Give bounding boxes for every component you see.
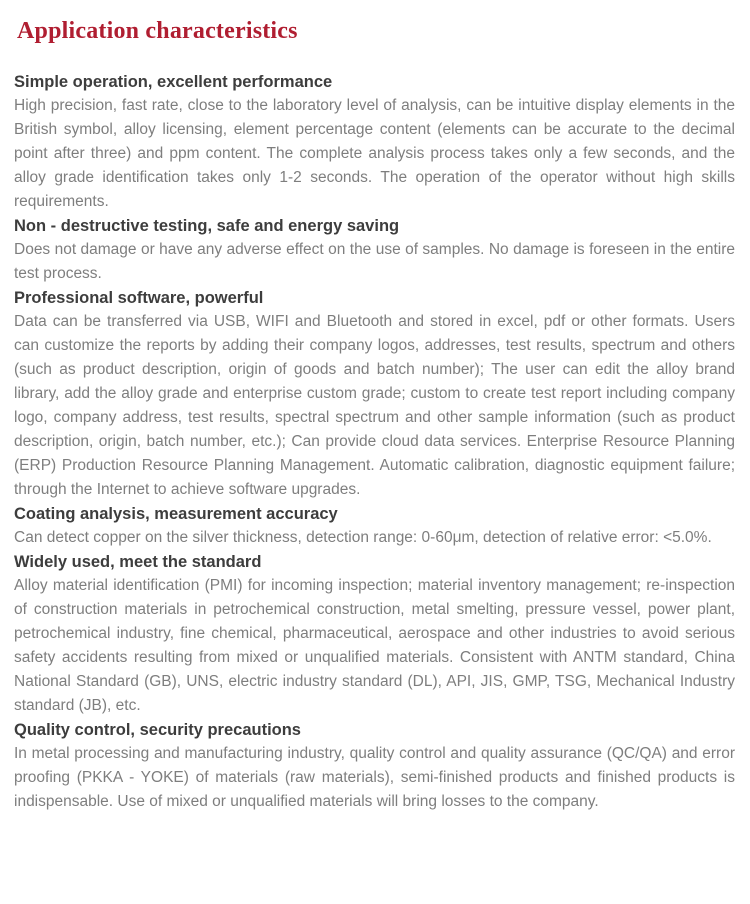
section-heading: Simple operation, excellent performance (14, 73, 333, 91)
section-simple-operation (14, 70, 735, 214)
section-coating-analysis (14, 502, 735, 550)
section-widely-used (14, 550, 735, 718)
section-body: Does not damage or have any adverse effect on the use of samples. No damage is foreseen in the entire test process. (14, 241, 735, 282)
section-heading: Coating analysis, measurement accuracy (14, 505, 338, 523)
section-quality-control (14, 718, 735, 814)
section-non-destructive-testing (14, 214, 735, 286)
section-heading: Quality control, security precautions (14, 721, 301, 739)
section-body: Alloy material identification (PMI) for incoming inspection; material inventory management; re-inspection of construction materials in petrochemical construction, metal smelting, pressure vessel, power plant, petrochemical industry, fine chemical, pharmaceutical, aerospace and other industries to avoid serious safety accidents resulting from mixed or unqualified materials. Consistent with ANTM standard, China National Standard (GB), UNS, electric industry standard (DL), API, JIS, GMP, TSG, Mechanical Industry standard (JB), etc. (14, 577, 735, 714)
section-heading: Widely used, meet the standard (14, 553, 262, 571)
section-body: Data can be transferred via USB, WIFI and Bluetooth and stored in excel, pdf or other formats. Users can customize the reports by adding their company logos, addresses, test results, spectrum and others (such as product description, origin of goods and batch number); The user can edit the alloy brand library, add the alloy grade and enterprise custom grade; custom to create test report including company logo, company address, test results, spectral spectrum and other sample information (such as product description, origin, batch number, etc.); Can provide cloud data services. Enterprise Resource Planning (ERP) Production Resource Planning Management. Automatic calibration, diagnostic equipment failure; through the Internet to achieve software upgrades. (14, 313, 735, 498)
section-heading: Professional software, powerful (14, 289, 264, 307)
section-body: High precision, fast rate, close to the laboratory level of analysis, can be intuitive display elements in the British symbol, alloy licensing, element percentage content (elements can be accurate to the decimal point after three) and ppm content. The complete analysis process takes only a few seconds, and the alloy grade identification takes only 1-2 seconds. The operation of the operator without high skills requirements. (14, 97, 735, 210)
section-body: In metal processing and manufacturing industry, quality control and quality assurance (QC/QA) and error proofing (PKKA - YOKE) of materials (raw materials), semi-finished products and finished products is indispensable. Use of mixed or unqualified materials will bring losses to the company. (14, 745, 735, 810)
section-professional-software (14, 286, 735, 502)
section-heading: Non - destructive testing, safe and energy saving (14, 217, 400, 235)
section-body: Can detect copper on the silver thickness, detection range: 0-60μm, detection of relative error: <5.0%. (14, 529, 712, 546)
page-title: Application characteristics (17, 18, 298, 44)
